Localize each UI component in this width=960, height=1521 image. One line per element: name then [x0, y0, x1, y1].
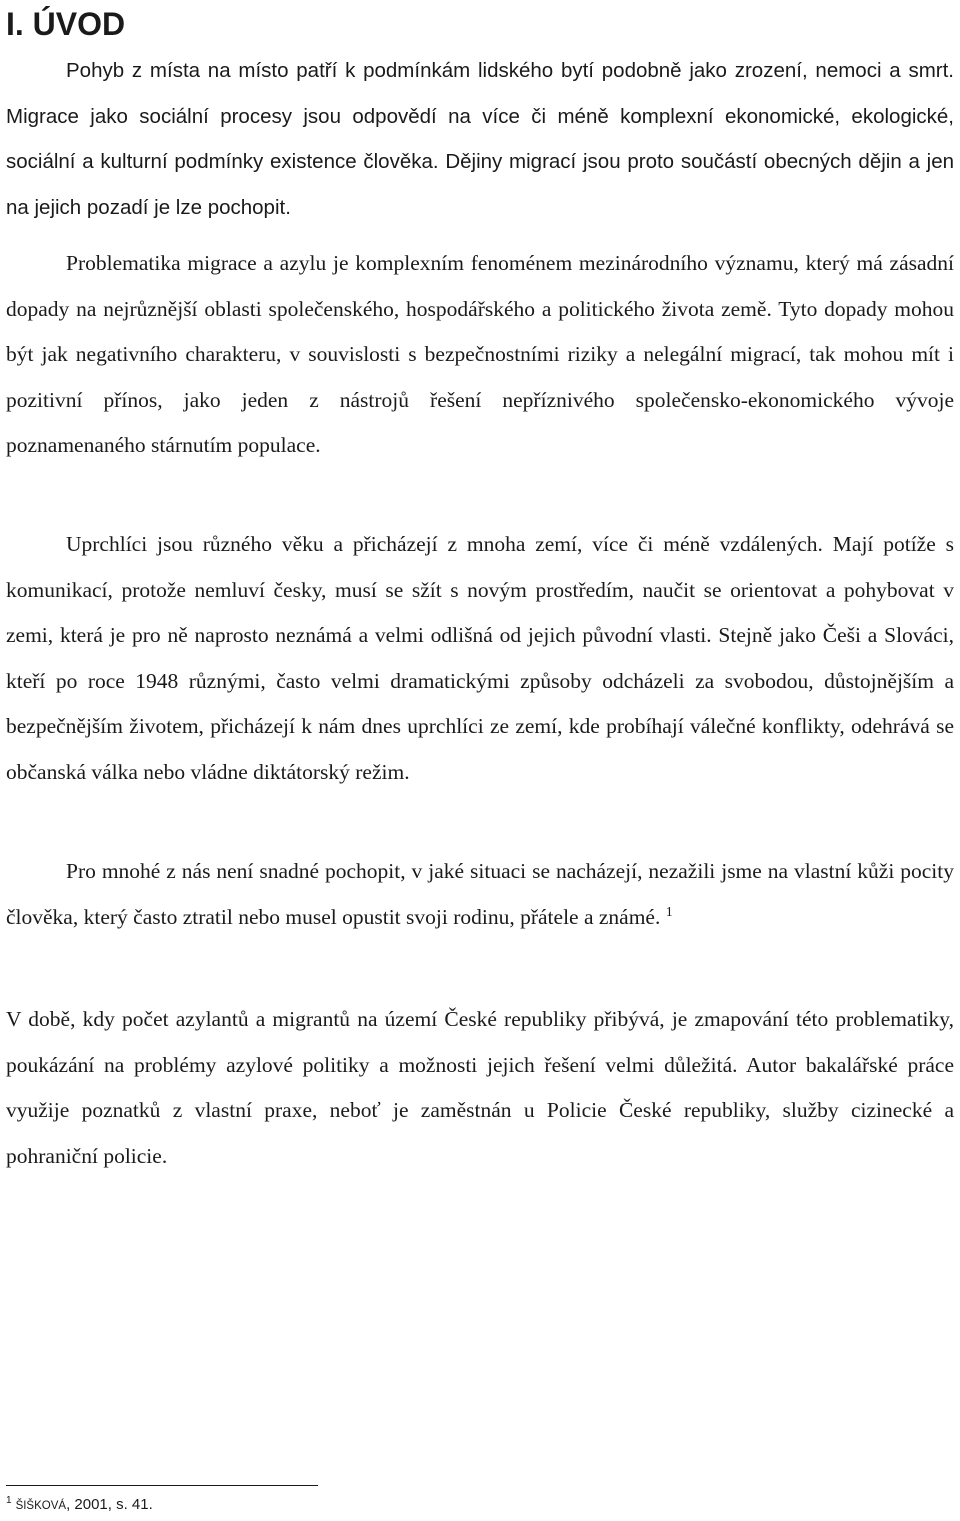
paragraph-migration-problem: Problematika migrace a azylu je komplexním fenoménem mezinárodního významu, který má zásadní dopady na nejrůznější oblasti společenského, hospodářského a politického života země. Tyto dopady mohou být jak negativního charakteru, v souvislosti s bezpečnostními riziky a nelegální migrací, tak mohou mít i pozitivní přínos, jako jeden z nástrojů řešení nepříznivého společensko-ekonomického vývoje poznamenaného stárnutím populace.: [6, 251, 954, 457]
footnote-divider: [6, 1485, 318, 1486]
footnote-reference: 1: [665, 904, 673, 920]
paragraph-intro: Pohyb z místa na místo patří k podmínkám lidského bytí podobně jako zrození, nemoci a smrt. Migrace jako sociální procesy jsou odpovědí na více či méně komplexní ekonomické, ekologické, sociální a kulturní podmínky existence člověka. Dějiny migrací jsou proto součástí obecných dějin a jen na jejich pozadí je lze pochopit.: [6, 59, 954, 219]
footnote: [6, 1494, 153, 1517]
section-heading: I. ÚVOD: [6, 6, 126, 42]
footnote-number: 1: [6, 1495, 12, 1506]
paragraph-refugees: Uprchlíci jsou různého věku a přicházejí z mnoha zemí, více či méně vzdálených. Mají potíže s komunikací, protože nemluví česky, musí se sžít s novým prostředím, naučit se orientovat a pohybovat v zemi, která je pro ně naprosto neznámá a velmi odlišná od jejich původní vlasti. Stejně jako Češi a Slováci, kteří po roce 1948 různými, často velmi dramatickými způsoby odcházeli za svobodou, důstojnějším a bezpečnějším životem, přicházejí k nám dnes uprchlíci ze zemí, kde probíhají válečné konflikty, odehrává se občanská válka nebo vládne diktátorský režim.: [6, 532, 954, 784]
footnote-author: ŠIŠKOVÁ: [15, 1500, 67, 1512]
footnote-citation: , 2001, s. 41.: [66, 1496, 153, 1513]
paragraph-understanding: [6, 849, 954, 940]
paragraph-understanding-text: Pro mnohé z nás není snadné pochopit, v jaké situaci se nacházejí, nezažili jsme na vlastní kůži pocity člověka, který často ztratil nebo musel opustit svoji rodinu, přátele a známé.: [6, 859, 954, 929]
paragraph-thesis-purpose: V době, kdy počet azylantů a migrantů na území České republiky přibývá, je zmapování této problematiky, poukázání na problémy azylové politiky a možnosti jejich řešení velmi důležitá. Autor bakalářské práce využije poznatků z vlastní praxe, neboť je zaměstnán u Policie České republiky, služby cizinecké a pohraniční policie.: [6, 1007, 954, 1168]
